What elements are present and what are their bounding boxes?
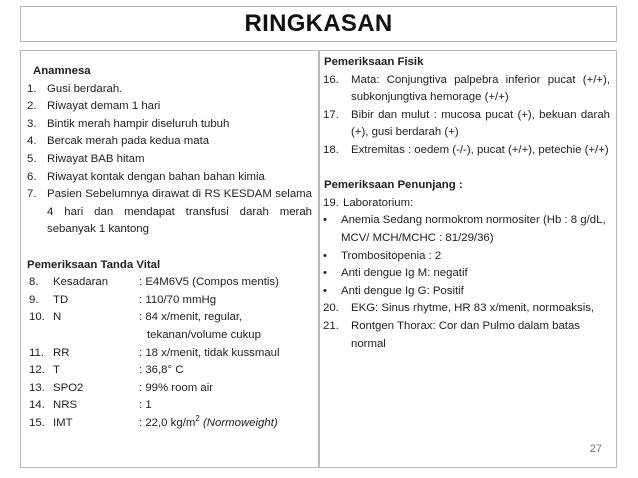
vital-value: [139, 415, 312, 433]
list-text: Laboratorium:: [343, 196, 414, 209]
list-number: 3.: [27, 117, 37, 130]
list-text: Bercak merah pada kedua mata: [47, 135, 210, 148]
page-number: 27: [589, 443, 602, 456]
list-number: 20.: [323, 302, 339, 315]
vital-label: Kesadaran: [53, 276, 109, 289]
list-item: [27, 98, 312, 116]
vital-row: [27, 274, 312, 292]
vital-number: 9.: [29, 293, 39, 306]
vital-number: 12.: [29, 364, 45, 377]
vital-row: [27, 362, 312, 380]
vital-number: 14.: [29, 399, 45, 412]
bullet-text: Trombositopenia : 2: [341, 249, 442, 262]
fisik-heading: Pemeriksaan Fisik: [324, 56, 424, 68]
vital-row: [27, 345, 312, 363]
list-item: [27, 116, 312, 134]
list-item: [27, 133, 312, 151]
list-item: [323, 318, 610, 353]
list-text: Bibir dan mulut : mucosa pucat (+), bekuan darah (+), gusi berdarah (+): [351, 108, 610, 139]
list-number: 5.: [27, 152, 37, 165]
list-number: 7.: [27, 188, 37, 201]
list-item: [323, 300, 610, 318]
bullet-item: [323, 248, 610, 266]
vital-value-cont: tekanan/volume cukup: [147, 328, 261, 341]
vital-heading: Pemeriksaan Tanda Vital: [27, 258, 161, 271]
tail-list: [323, 300, 610, 353]
bullet-icon: •: [323, 284, 327, 297]
list-text: Mata: Conjungtiva palpebra inferior pucat (+/+), subkonjungtiva hemorage (+/+): [351, 73, 610, 104]
vital-value: [139, 380, 312, 398]
vital-label: N: [53, 311, 62, 324]
list-text: Riwayat BAB hitam: [47, 152, 145, 165]
list-number: 2.: [27, 100, 37, 113]
list-item: [323, 107, 610, 142]
list-text: Riwayat demam 1 hari: [47, 100, 161, 113]
vital-row: [27, 292, 312, 310]
bullet-text: Anemia Sedang normokrom normositer (Hb : 8 g/dL, MCV/ MCH/MCHC : 81/29/36): [341, 214, 606, 244]
vital-value-main: : 1: [139, 399, 152, 412]
vital-label: T: [53, 364, 60, 377]
list-text: Rontgen Thorax: Cor dan Pulmo dalam batas normal: [351, 319, 580, 350]
vital-value-main: : 22,0 kg/m: [139, 416, 196, 429]
vital-label: RR: [53, 346, 70, 359]
vital-label: SPO2: [53, 381, 84, 394]
bullet-item: [323, 265, 610, 283]
vital-value: [139, 345, 312, 363]
bullet-item: [323, 212, 610, 247]
anamnesa-list: [27, 81, 312, 239]
list-number: 19.: [323, 196, 339, 209]
list-item: [323, 72, 610, 107]
vital-label: TD: [53, 293, 69, 306]
fisik-list: [323, 72, 610, 160]
bullet-text: Anti dengue Ig M: negatif: [341, 267, 468, 280]
vital-number: 8.: [29, 276, 39, 289]
vital-row: [27, 309, 312, 344]
vital-number: 13.: [29, 381, 45, 394]
vital-value-main: : 110/70 mmHg: [139, 293, 217, 306]
title-box: [20, 6, 617, 42]
list-text: Pasien Sebelumnya dirawat di RS KESDAM selama 4 hari dan mendapat transfusi darah merah sebanyak 1 kantong: [47, 188, 312, 236]
vital-value: [139, 292, 312, 310]
list-number: 1.: [27, 82, 37, 95]
right-panel: [319, 50, 617, 468]
bullet-item: [323, 283, 610, 301]
vital-number: 10.: [29, 311, 45, 324]
list-number: 16.: [323, 73, 339, 86]
vital-label: IMT: [53, 416, 73, 429]
vital-value: [139, 362, 312, 380]
lab-line: [323, 195, 610, 213]
vital-number: 15.: [29, 416, 45, 429]
list-number: 6.: [27, 170, 37, 183]
list-text: EKG: Sinus rhytme, HR 83 x/menit, normoaksis,: [351, 302, 595, 315]
left-panel: [20, 50, 319, 468]
list-item: [323, 142, 610, 160]
anamnesa-heading: Anamnesa: [33, 65, 91, 77]
vital-value-main: : 18 x/menit, tidak kussmaul: [139, 346, 280, 359]
vital-row: [27, 380, 312, 398]
page-title: RINGKASAN: [244, 10, 393, 37]
vital-value-note: (Normoweight): [202, 416, 278, 429]
list-number: 21.: [323, 319, 339, 332]
vital-number: 11.: [29, 346, 44, 359]
list-text: Bintik merah hampir diseluruh tubuh: [47, 117, 230, 130]
vital-value-main: : 99% room air: [139, 381, 214, 394]
list-item: [27, 186, 312, 239]
vital-value: [139, 274, 312, 292]
vital-value-main: : 36,8° C: [139, 364, 184, 377]
bullet-icon: •: [323, 249, 327, 262]
bullet-list: [323, 212, 610, 300]
vital-list: [27, 274, 312, 432]
bullet-text: Anti dengue Ig G: Positif: [341, 284, 464, 297]
list-text: Gusi berdarah.: [47, 82, 123, 95]
list-number: 4.: [27, 135, 37, 148]
vital-value-main: : 84 x/menit, regular,: [139, 311, 243, 324]
list-text: Riwayat kontak dengan bahan bahan kimia: [47, 170, 265, 183]
vital-value: [139, 309, 312, 344]
list-item: [27, 81, 312, 99]
list-number: 18.: [323, 143, 339, 156]
vital-row: [27, 415, 312, 433]
vital-value-main: : E4M6V5 (Compos mentis): [139, 276, 279, 289]
vital-value-superscript: 2: [195, 414, 200, 424]
vital-label: NRS: [53, 399, 78, 412]
bullet-icon: •: [323, 214, 327, 227]
list-item: [27, 169, 312, 187]
list-number: 17.: [323, 108, 339, 121]
vital-value: [139, 397, 312, 415]
list-item: [27, 151, 312, 169]
vital-row: [27, 397, 312, 415]
bullet-icon: •: [323, 267, 327, 280]
list-text: Extremitas : oedem (-/-), pucat (+/+), petechie (+/+): [351, 143, 609, 156]
penunjang-heading: Pemeriksaan Penunjang :: [324, 179, 463, 192]
